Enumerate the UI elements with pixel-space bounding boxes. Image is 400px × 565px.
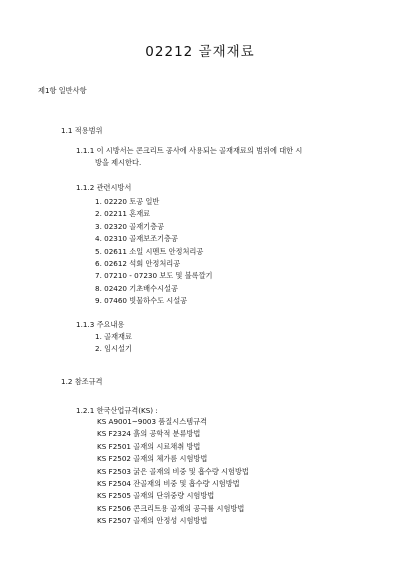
related-specs-list: [95, 196, 213, 308]
list-item: 7. 07210 - 07230 보도 및 블록깔기: [95, 271, 213, 281]
list-item: 1. 02220 토공 일반: [95, 197, 160, 206]
subsection-1-1-3-heading: 1.1.3 주요내용: [76, 320, 125, 329]
list-item: 6. 02612 석회 안정처리공: [95, 259, 181, 269]
list-item: KS F2507 골재의 안정성 시험방법: [97, 516, 208, 526]
list-item: 3. 02320 골재기층공: [95, 221, 165, 231]
list-item: KS F2502 골재의 체가름 시험방법: [97, 454, 208, 464]
list-item: 1. 골재재료: [95, 332, 132, 341]
list-item: KS F2505 골재의 단위중량 시험방법: [97, 491, 215, 501]
list-item: 9. 07460 빗물하수도 시설공: [95, 296, 188, 306]
list-item: KS F2501 골재의 시료채취 방법: [97, 441, 201, 451]
paragraph-1-1-1-line2: 방을 제시한다.: [95, 158, 142, 167]
page-title: 02212 골재재료: [145, 44, 255, 60]
list-item: KS F2506 콘크리트용 골재의 공극률 시험방법: [97, 503, 245, 513]
subsection-1-1-2-heading: 1.1.2 관련시방서: [76, 183, 132, 192]
chapter-heading: 제1항 일반사항: [38, 86, 87, 95]
list-item: KS F2324 흙의 공학적 분류방법: [97, 429, 201, 439]
list-item: KS F2504 잔골재의 비중 및 흡수량 시험방법: [97, 479, 240, 489]
paragraph-1-1-1-line1: 1.1.1 이 시방서는 콘크리트 공사에 사용되는 골재재료의 범위에 대한 시: [76, 146, 303, 155]
list-item: 8. 02420 기초배수시설공: [95, 283, 178, 293]
section-1-1-heading: 1.1 적용범위: [61, 126, 103, 135]
list-item: 2. 임시설기: [95, 344, 132, 354]
list-item: 2. 02211 혼재료: [95, 209, 151, 219]
list-item: KS A9001~9003 품질시스템규격: [97, 417, 207, 426]
list-item: KS F2503 굵은 골재의 비중 및 흡수량 시험방법: [97, 466, 249, 476]
subsection-1-2-1-heading: 1.2.1 한국산업규격(KS) :: [76, 406, 158, 415]
ks-standards-list: [97, 416, 249, 528]
section-1-2-heading: 1.2 참조규격: [61, 377, 103, 386]
main-contents-list: [95, 331, 132, 356]
list-item: 5. 02611 소일 시멘트 안정처리공: [95, 246, 204, 256]
list-item: 4. 02310 골재보조기층공: [95, 234, 178, 244]
